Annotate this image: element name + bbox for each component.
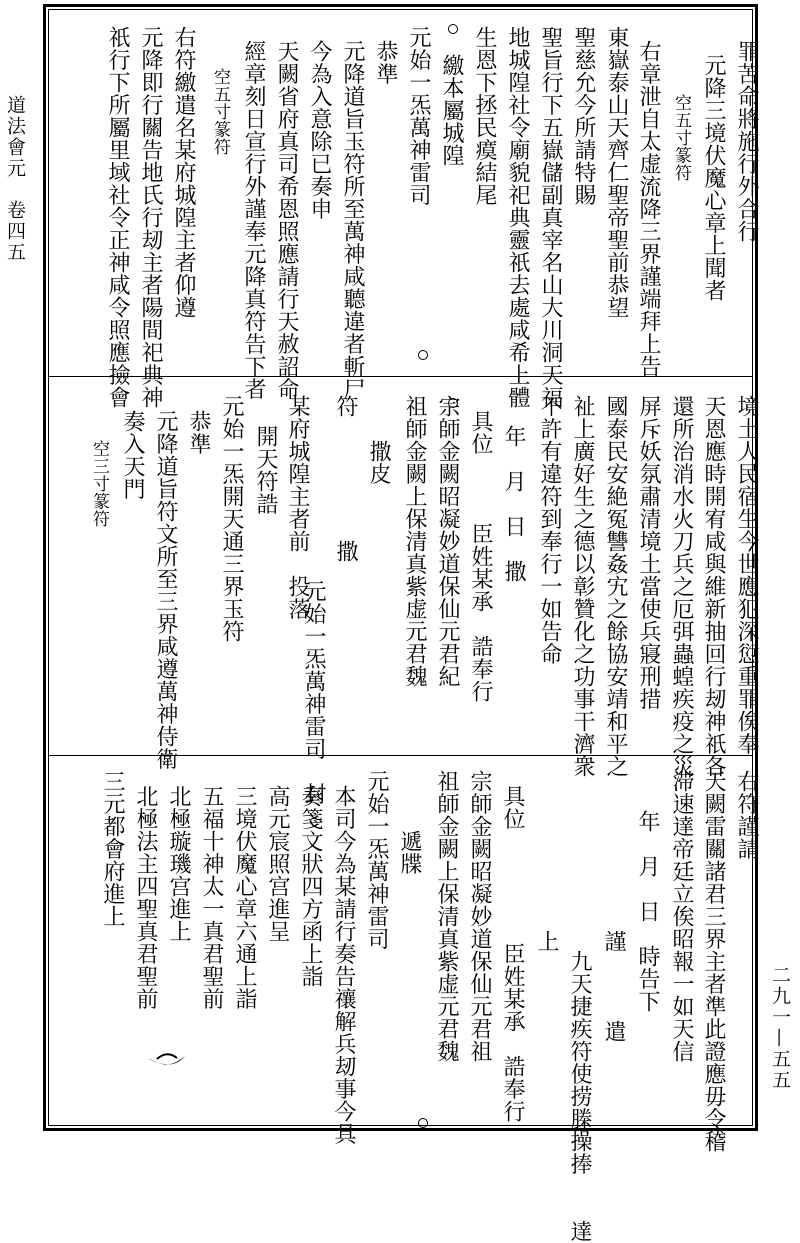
text-column: 東嶽泰山天齊仁聖帝聖前恭望 xyxy=(604,26,629,319)
text-column: 北極法主四聖真君聖前 xyxy=(133,785,158,1010)
text-column: 元降三境伏魔心章上聞者 xyxy=(701,54,726,302)
text-column: 境土人民宿生今世應犯深愆重罪俟奉 xyxy=(734,395,759,755)
text-column: 年 月 日 撒 xyxy=(501,425,526,583)
text-column: 元始一炁開天通三界玉符 xyxy=(219,395,244,643)
text-column: 北極璇璣宫進上 xyxy=(166,785,191,943)
text-column: 空三寸篆符 xyxy=(89,440,109,528)
text-column: 符 xyxy=(333,395,358,418)
text-column: 右符繳遣名某府城隍主者仰遵 xyxy=(171,26,196,319)
text-column: 聖慈允今所請特賜 xyxy=(571,26,596,206)
text-column: 元降道旨玉符所至萬神咸聽違者斬尸 xyxy=(340,40,365,400)
text-column: 地城隍社令廟貌祀典靈祇去處咸希上體 xyxy=(505,26,530,409)
text-column: 上 xyxy=(534,930,559,953)
text-column: 右章泄自太虚流降三界謹端拜上告 xyxy=(636,40,661,378)
text-column: 撒皮 xyxy=(366,440,391,485)
text-column: 不許有違符到奉行一如告命 xyxy=(537,395,562,665)
text-column: 元降即行關告地氏行刼主者陽間祀典神 xyxy=(138,26,163,409)
text-column: 三境伏魔心章六通上詣 xyxy=(232,785,257,1010)
text-column: 天闕雷關諸君三界主者準此證應毋令稽 xyxy=(701,770,726,1153)
circle-mark xyxy=(418,350,428,360)
text-column: 元始一炁萬神雷司 封 xyxy=(301,580,326,805)
text-column: 滞速達帝廷立俟昭報一如天信 xyxy=(669,770,694,1063)
circle-mark xyxy=(418,1118,428,1128)
text-column: 奏箋文狀四方函上詣 xyxy=(298,785,323,988)
boat-seal-icon xyxy=(147,1048,187,1070)
text-column: 年 月 日 時告下 xyxy=(635,810,660,1013)
text-column: 國泰民安絶冤讐姦宄之餘協安靖和平之 xyxy=(603,395,628,778)
page-number-margin: 二九一—五五 xyxy=(769,965,791,1091)
text-column: 宗師金闕昭凝妙道保仙元君祖 xyxy=(467,770,492,1063)
text-column: 奏入天門 xyxy=(120,410,145,500)
text-column: 祉上廣好生之德以彰贊化之功事干濟衆 xyxy=(570,395,595,778)
text-column: 天闕省府真司希恩照應請行天赦詔命 xyxy=(274,40,299,400)
text-column: 繳本屬城隍 xyxy=(439,54,464,167)
text-column: 右符謹請 xyxy=(734,770,759,860)
text-column: 生恩下拯民瘼結尾 xyxy=(472,26,497,206)
circle-mark xyxy=(448,24,458,34)
text-column: 具位 臣姓某承 誥奉行 xyxy=(468,410,493,703)
text-column: 祖師金闕上保清真紫虚元君魏 xyxy=(402,395,427,688)
text-column: 空五寸篆符 xyxy=(210,68,230,156)
text-column: 經章刻日宣行外謹奉元降真符告下者 xyxy=(241,40,266,400)
text-column: 本司今為某請行奏告禳解兵刼事今具 xyxy=(331,785,356,1145)
text-column: 天恩應時開宥咸與維新抽回行刼神祇各 xyxy=(701,395,726,778)
text-column: 元始一炁萬神雷司 xyxy=(364,770,389,950)
text-column: 具位 臣姓某承 誥奉行 xyxy=(500,785,525,1123)
text-column: 今為入意除已奏申 xyxy=(307,40,332,220)
text-column: 罪苦命將施行外合行 xyxy=(734,40,759,243)
text-column: 恭準 xyxy=(186,410,211,455)
text-column: 撒 xyxy=(333,540,358,563)
text-column: 元降道旨符文所至三界咸遵萬神侍衛 xyxy=(153,410,178,770)
text-column: 九天捷疾符使捞榺操捧 達 xyxy=(567,950,592,1243)
text-column: 三元都會府進上 xyxy=(100,770,125,928)
text-column: 空五寸篆符 xyxy=(671,94,691,182)
text-column: 祖師金闕上保清真紫虚元君魏 xyxy=(434,770,459,1063)
text-column: 開天符誥 xyxy=(253,425,278,515)
text-column: 遞牒 xyxy=(397,830,422,875)
text-column: 恭準 xyxy=(373,40,398,85)
text-column: 聖旨行下五嶽儲副真宰名山大川洞天福 xyxy=(538,26,563,409)
text-column: 屏斥妖氛肅清境土當使兵寢刑措 xyxy=(636,395,661,710)
text-column: 祇行下所屬里域社令正神咸令照應撿會 xyxy=(105,26,130,409)
text-column: 高元宸照宫進呈 xyxy=(265,785,290,943)
text-column: 五福十神太一真君聖前 xyxy=(199,785,224,1010)
volume-title-margin: 道法會元 卷四五 xyxy=(4,95,26,263)
text-column: 宗師金闕昭凝妙道保仙元君紀 xyxy=(435,395,460,688)
text-column: 還所治消水火刀兵之厄弭蟲蝗疾疫之災 xyxy=(669,395,694,778)
text-column: 謹 遣 xyxy=(601,930,626,1043)
text-column: 某府城隍主者前 投落 xyxy=(285,395,310,620)
text-column: 元始一炁萬神雷司 xyxy=(406,26,431,206)
